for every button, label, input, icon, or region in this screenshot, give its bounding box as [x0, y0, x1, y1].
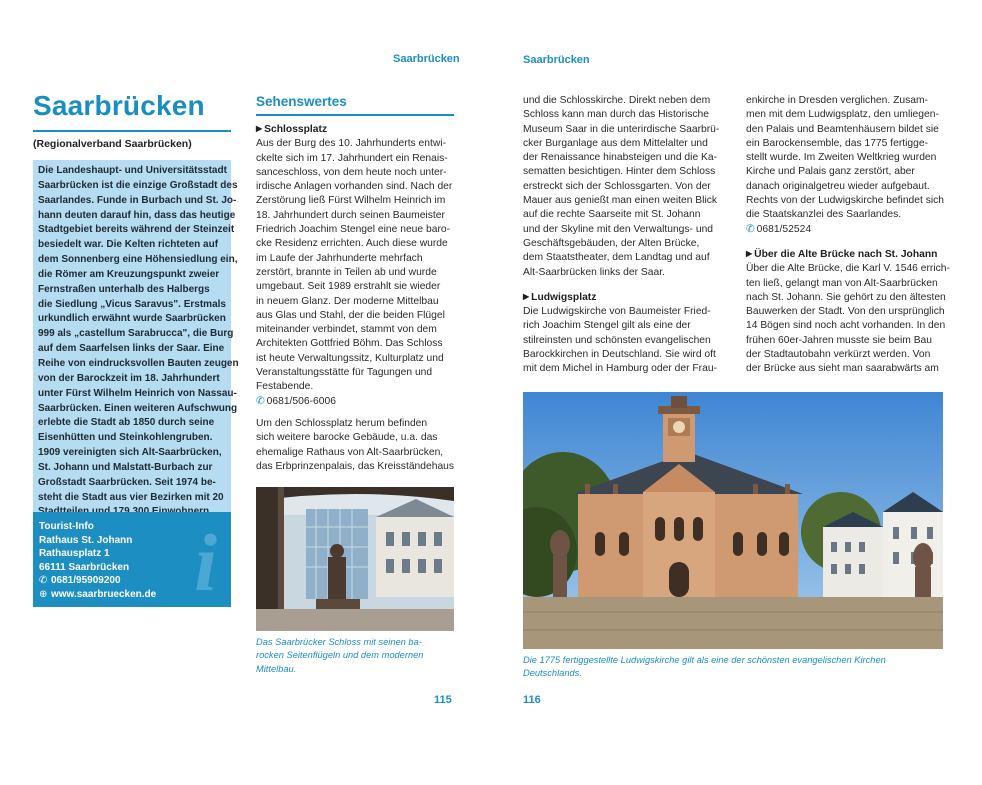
- ludwigsplatz-line: rich Joachim Stengel gilt als eine der: [523, 320, 691, 332]
- col4-line: stellt wurde. Im Zweiten Weltkrieg wurden: [746, 152, 937, 164]
- schlossplatz-line: Festabende.: [256, 381, 314, 393]
- ludwigsplatz-line: stilreinsten und schönsten evangelischen: [523, 334, 711, 346]
- schlossplatz-line: 18. Jahrhundert durch seinen Baumeister: [256, 209, 445, 221]
- tourist-info-phone-number[interactable]: 0681/95909200: [51, 575, 121, 586]
- tourist-info-line: Rathausplatz 1: [39, 548, 110, 559]
- intro-line: die Römer am Kreuzungspunkt zweier: [38, 268, 220, 280]
- caption-line: rocken Seitenflügeln und dem modernen: [256, 650, 424, 661]
- schlossplatz-section: [256, 122, 461, 474]
- schloss-photo: [256, 487, 454, 631]
- page-subtitle: (Regionalverband Saarbrücken): [33, 138, 192, 150]
- caption-left: [256, 636, 456, 676]
- schlossplatz-line: miteinander verbindet, stammt von dem: [256, 324, 437, 336]
- ludwigsplatz-line: Barockkirchen in Deutschland. Sie wird oft: [523, 349, 716, 361]
- alte-bruecke-line: der Stadtautobahn verkürzt werden. Von: [746, 349, 931, 361]
- intro-line: 999 als „castellum Sarabrucca", die Burg: [38, 328, 234, 340]
- tourist-info-phone: [39, 574, 225, 588]
- alte-bruecke-line: frühen 60er-Jahren musste sie beim Bau: [746, 334, 933, 346]
- schlossplatz-more-line: ehemalige Rathaus von Alt-Saarbrücken,: [256, 446, 444, 458]
- schlossplatz-line: cke Residenz errichten. Auch diese wurde: [256, 238, 448, 250]
- alte-bruecke-line: der Brücke aus sieht man saarabwärts am: [746, 363, 939, 375]
- intro-line: auf dem Saarfelsen links der Saar. Eine: [38, 343, 225, 355]
- schlossplatz-line: ckelte sich im 17. Jahrhundert ein Renais-: [256, 152, 448, 164]
- alte-bruecke-heading-text: Über die Alte Brücke nach St. Johann: [754, 248, 938, 260]
- schlossplatz-line: aus Glas und Stahl, der die beiden Flügel: [256, 309, 445, 321]
- alte-bruecke-line: 14 Bögen sind noch acht vorhanden. In den: [746, 320, 946, 332]
- col3-line: und der Skyline mit den Verwaltungs- und: [523, 223, 714, 235]
- col3-line: auf die rechte Saarseite mit St. Johann: [523, 209, 701, 221]
- intro-box: [33, 160, 239, 512]
- tourist-info-web: [39, 588, 225, 602]
- caption-line: Mittelbau.: [256, 663, 297, 674]
- col3-line: cker Burganlage aus dem Mittelalter und: [523, 137, 708, 149]
- schlossplatz-line: umgebaut. Seit 1989 erstrahlt sie wieder: [256, 281, 441, 293]
- col4-line: ein Barockensemble, das 1775 fertigge-: [746, 137, 929, 149]
- intro-line: Reihe von eindrucksvollen Bauten zeugen: [38, 357, 239, 369]
- col3-line: der Renaissance hinabsteigen und die Ka-: [523, 152, 718, 164]
- column-3: [523, 94, 738, 377]
- section-divider: [256, 114, 454, 116]
- col4-line: Kirche und Palais ganz zerstört, aber: [746, 166, 915, 178]
- col3-line: dem Staatstheater, dem Landtag und auf: [523, 252, 710, 264]
- tourist-info-line: Rathaus St. Johann: [39, 534, 133, 546]
- intro-line: 1909 vereinigten sich Alt-Saarbrücken,: [38, 447, 222, 459]
- intro-line: die Siedlung „Vicus Saravus". Erstmals: [38, 298, 226, 310]
- schlossplatz-line: Architekten Gottfried Böhm. Das Schloss: [256, 338, 443, 350]
- ludwigsplatz-line: mit dem Michel in Hamburg oder der Frau-: [523, 363, 717, 375]
- phone-icon: ✆: [256, 395, 265, 407]
- col3-line: und die Schlosskirche. Direkt neben dem: [523, 95, 711, 106]
- ludwigsplatz-line: Die Ludwigskirche von Baumeister Fried-: [523, 306, 711, 318]
- schlossplatz-line: Zerstörung ließ Fürst Wilhelm Heinrich im: [256, 195, 446, 207]
- alte-bruecke-line: Über die Alte Brücke, die Karl V. 1546 errich-: [746, 263, 950, 275]
- caption-line: Deutschlands.: [523, 668, 582, 679]
- ludwigsplatz-heading: [523, 290, 738, 305]
- triangle-bullet-icon: ▶: [523, 291, 530, 301]
- col4-line: den Palais und Beamtenhäusern bildet sie: [746, 123, 939, 135]
- col3-line: Museum Saar in die unterirdische Saarbrü-: [523, 123, 720, 135]
- intro-line: Saarbrücken ist die einzige Großstadt des: [38, 179, 238, 191]
- schlossplatz-line: irdische Anlagen vorhanden sind. Nach der: [256, 181, 453, 193]
- col3-line: sematten besichtigen. Hinter dem Schloss: [523, 166, 716, 178]
- phone-icon: ✆: [746, 223, 755, 235]
- col4-line: danach originalgetreu wieder aufgebaut.: [746, 180, 930, 192]
- alte-bruecke-line: nach St. Johann. Sie gehört zu den ältesten: [746, 291, 946, 303]
- ludwigsplatz-heading-text: Ludwigsplatz: [531, 291, 597, 303]
- schlossplatz-more-line: das Erbprinzenpalais, das Kreisständehaus: [256, 460, 455, 472]
- ludwigskirche-photo: [523, 392, 943, 649]
- schlossplatz-heading: [256, 122, 461, 137]
- intro-line: Stadtgebiet bereits während der Steinzeit: [38, 224, 235, 236]
- col4-line: Rechts von der Ludwigskirche befindet sich: [746, 195, 945, 207]
- schlossplatz-phone: [256, 395, 461, 409]
- triangle-bullet-icon: ▶: [256, 124, 263, 133]
- tourist-info-box: [33, 512, 231, 607]
- alte-bruecke-line: ten ließ, gelangt man von Alt-Saarbrücken: [746, 277, 938, 289]
- caption-right: [523, 654, 953, 681]
- intro-line: Großstadt Saarbrücken. Seit 1974 be-: [38, 476, 216, 488]
- globe-icon: ⊕: [39, 588, 48, 600]
- col3-line: Geschäftsgebäuden, der Alten Brücke,: [523, 237, 700, 249]
- schlossplatz-line: zerstört, brannte in Teilen ab und wurde: [256, 266, 437, 278]
- page-title: Saarbrücken: [33, 90, 205, 121]
- intro-line: Die Landeshaupt- und Universitätsstadt: [38, 165, 227, 176]
- caption-line: Das Saarbrücker Schloss mit seinen ba-: [256, 637, 422, 647]
- schlossplatz-line: Veranstaltungsstätte für Tagungen und: [256, 367, 433, 379]
- schlossplatz-line: sanceschloss, von dem heute noch unter-: [256, 166, 447, 178]
- schlossplatz-heading-text: Schlossplatz: [264, 124, 328, 135]
- intro-line: unter Fürst Wilhelm Heinrich von Nassau-: [38, 387, 237, 399]
- col4-line: die Staatskanzlei des Saarlandes.: [746, 209, 902, 221]
- paragraph-spacer: [746, 237, 961, 247]
- paragraph-spacer: [256, 409, 461, 417]
- schlossplatz-phone-number[interactable]: 0681/506-6006: [266, 395, 336, 407]
- col4-line: men mit dem Ludwigsplatz, den umliegen-: [746, 109, 939, 121]
- running-head-left: Saarbrücken: [393, 53, 460, 65]
- page-number-right: 116: [523, 694, 541, 706]
- alte-bruecke-line: Bauwerken der Stadt. Von den ursprünglich: [746, 306, 945, 318]
- intro-line: Saarlandes. Funde in Burbach und St. Jo-: [38, 194, 237, 206]
- tourist-info-web-link[interactable]: www.saarbruecken.de: [51, 588, 157, 600]
- schlossplatz-line: Friedrich Joachim Stengel eine neue baro-: [256, 224, 451, 236]
- title-divider: [33, 130, 231, 132]
- intro-line: erlebte die Stadt ab 1850 durch seine: [38, 417, 215, 429]
- intro-line: dem Sonnenberg eine Höhensiedlung ein,: [38, 254, 238, 266]
- intro-line: steht die Stadt aus vier Bezirken mit 20: [38, 491, 224, 503]
- col3-line: Mauer aus genießt man einen weiten Blick: [523, 195, 718, 207]
- page-number-left: 115: [434, 694, 452, 706]
- intro-line: Eisenhütten und Steinkohlengruben.: [38, 432, 213, 444]
- intro-line: hann deuten darauf hin, dass das heutige: [38, 209, 236, 221]
- col3-line: Alt-Saarbrücken links der Saar.: [523, 266, 665, 278]
- paragraph-spacer: [523, 280, 738, 290]
- col4-line: enkirche in Dresden verglichen. Zusam-: [746, 95, 928, 106]
- schlossplatz-line: ist heute Verwaltungssitz, Kulturplatz und: [256, 352, 444, 364]
- col4-phone-number[interactable]: 0681/52524: [756, 223, 812, 235]
- intro-line: Saarbrücken. Einen weiteren Aufschwung: [38, 402, 238, 414]
- section-title: Sehenswertes: [256, 94, 347, 109]
- intro-line: von der Barockzeit im 18. Jahrhundert: [38, 372, 220, 384]
- alte-bruecke-heading: [746, 247, 961, 262]
- triangle-bullet-icon: ▶: [746, 248, 753, 258]
- schlossplatz-line: Aus der Burg des 10. Jahrhunderts entwi-: [256, 138, 447, 150]
- schlossplatz-line: im Laufe der Jahrhunderte mehrfach: [256, 252, 423, 264]
- intro-line: urkundlich erwähnt wurde Saarbrücken: [38, 313, 226, 325]
- schlossplatz-line: in neuem Glanz. Der moderne Mittelbau: [256, 295, 439, 307]
- schlossplatz-more-line: sich weitere barocke Gebäude, u.a. das: [256, 432, 438, 444]
- col4-phone: [746, 223, 961, 237]
- running-head-right: Saarbrücken: [523, 54, 590, 66]
- caption-line: Die 1775 fertiggestellte Ludwigskirche gilt als eine der schönsten evangelischen Kirchen: [523, 655, 886, 665]
- col3-line: erstreckt sich der Schlossgarten. Von der: [523, 180, 711, 192]
- col3-line: Schloss kann man durch das Historische: [523, 109, 710, 121]
- schlossplatz-more-line: Um den Schlossplatz herum befinden: [256, 417, 428, 429]
- phone-icon: ✆: [39, 575, 48, 586]
- tourist-info-line: Tourist-Info: [39, 521, 94, 532]
- info-icon: i: [194, 517, 217, 607]
- column-4: [746, 94, 961, 377]
- intro-line: Fernstraßen unterhalb des Halbergs: [38, 283, 210, 295]
- intro-line: St. Johann und Malstatt-Burbach zur: [38, 461, 213, 473]
- tourist-info-line: 66111 Saarbrücken: [39, 561, 130, 573]
- intro-line: besiedelt war. Die Kelten richteten auf: [38, 239, 219, 251]
